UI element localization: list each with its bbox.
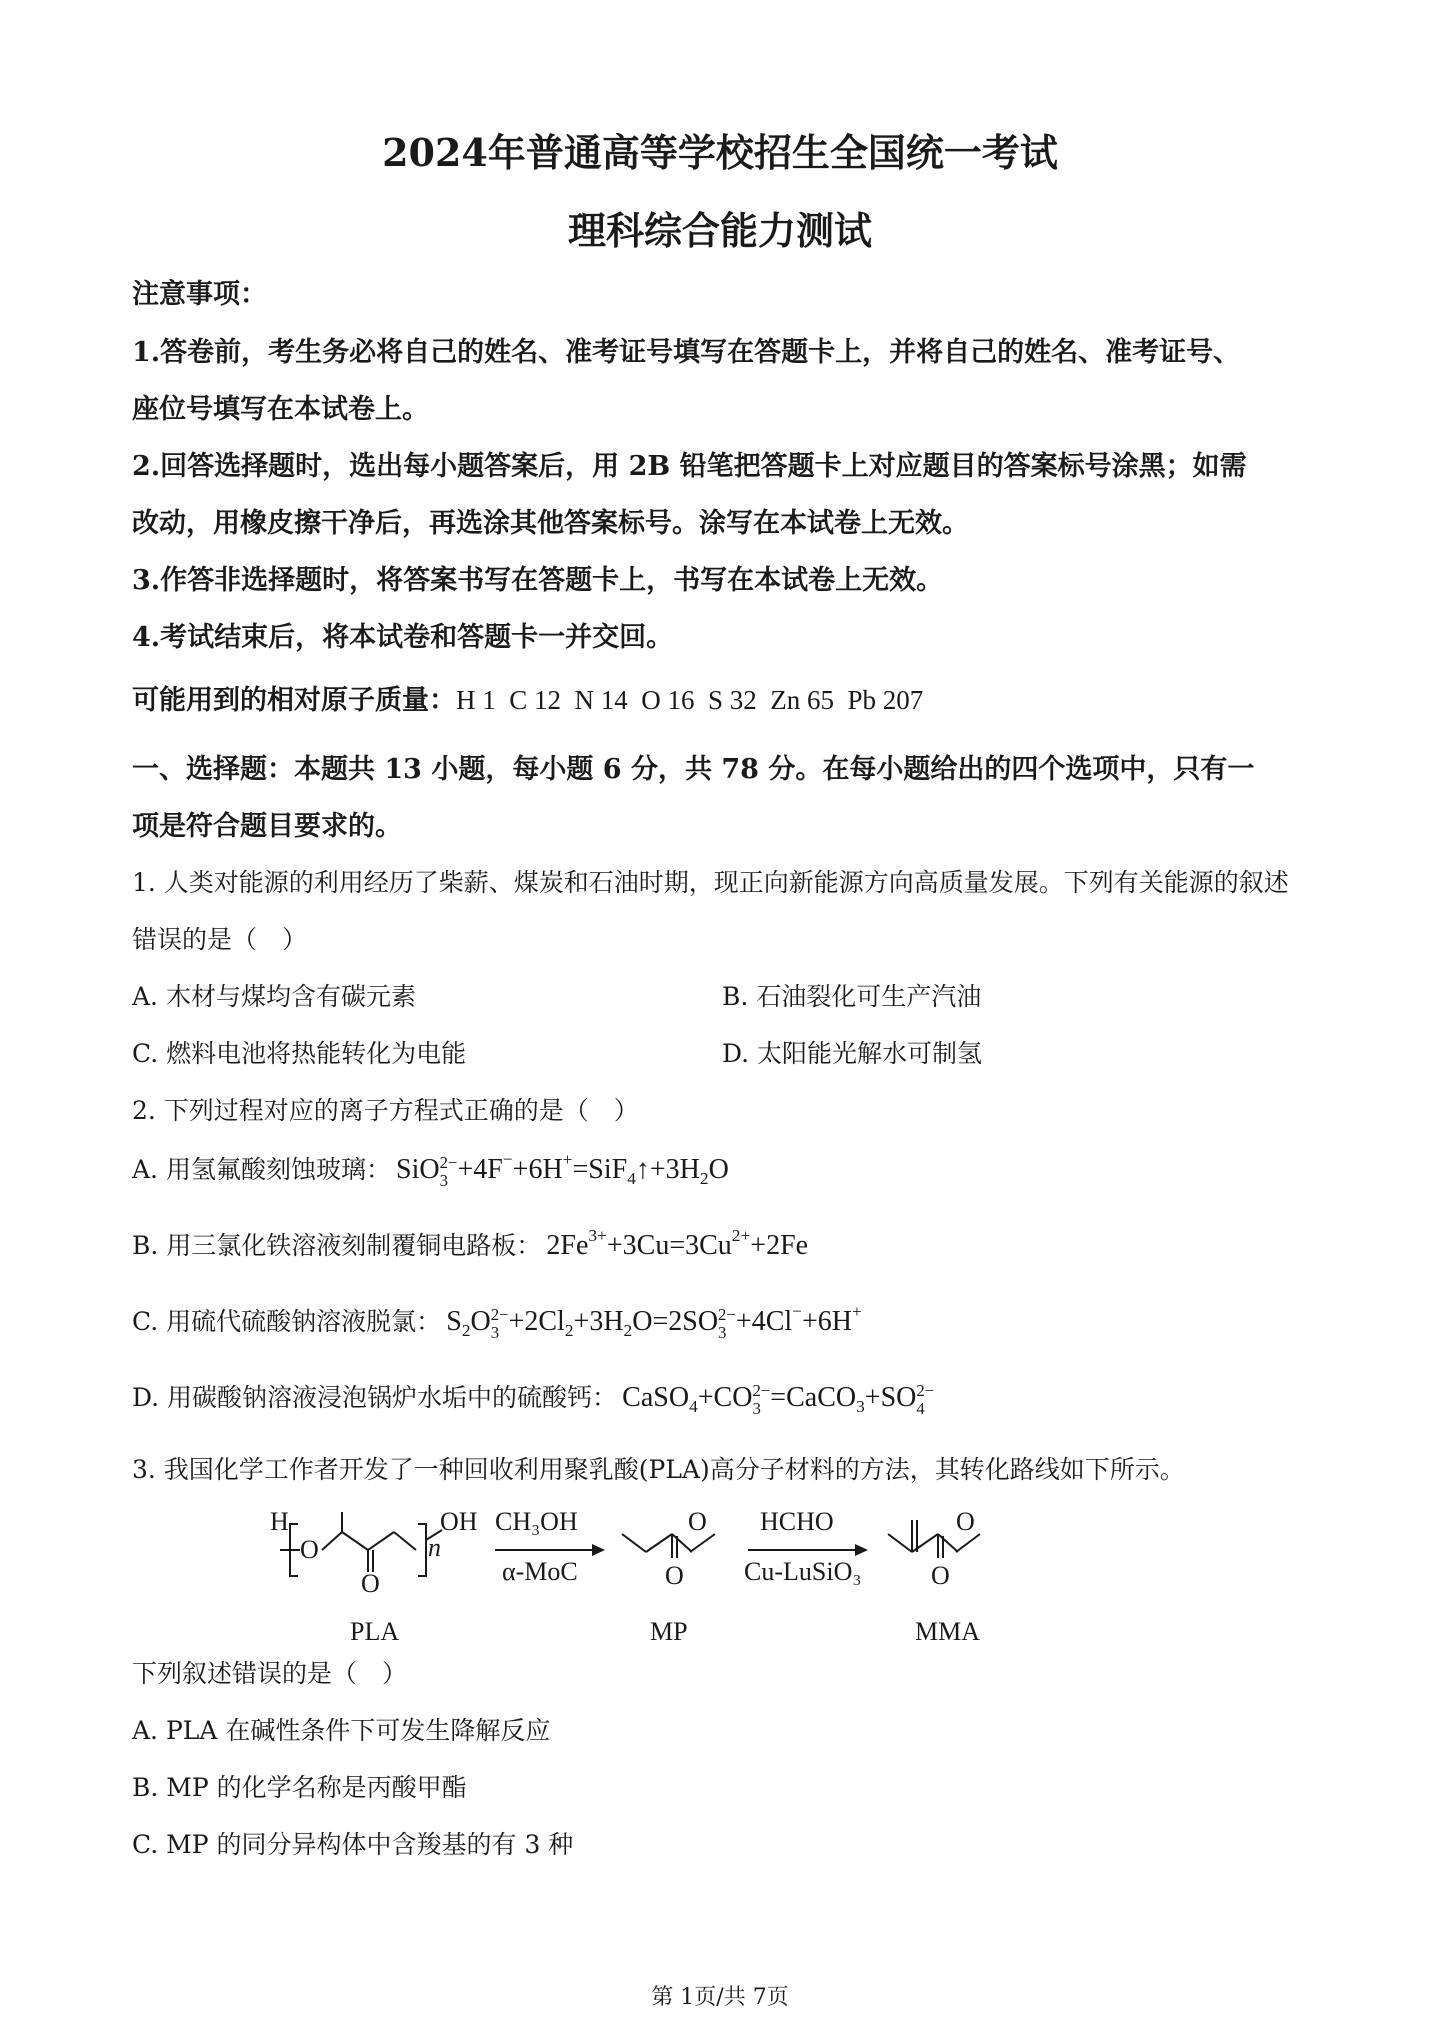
q2-option-b-text: B. 用三氯化铁溶液刻制覆铜电路板： — [132, 1231, 542, 1261]
catalyst-2: Cu-LuSiO₃ — [744, 1557, 862, 1586]
q1-option-a: A. 木材与煤均含有碳元素 — [132, 982, 416, 1011]
atomic-mass-label: 可能用到的相对原子质量： — [132, 685, 456, 716]
svg-text:O: O — [300, 1535, 319, 1564]
q2-option-b-equation: $2Fe^{3+}+3Cu=3Cu^{2+}+2Fe$ — [546, 1226, 809, 1262]
q2-option-d-equation: CaSO$_4$+CO 2− 3 =CaCO$_3$+SO 2− 4 — [622, 1380, 935, 1418]
notice-item-2-line-1: 2.回答选择题时，选出每小题答案后，用 2B 铅笔把答题卡上对应题目的答案标号涂黑；如需 — [132, 451, 1247, 482]
q1-option-d: D. 太阳能光解水可制氢 — [722, 1039, 983, 1068]
label-pla: PLA — [350, 1617, 400, 1646]
page-footer: 第 1页/共 7页 — [651, 1985, 789, 2010]
q1-option-b: B. 石油裂化可生产汽油 — [722, 982, 982, 1011]
q3-option-a: A. PLA 在碱性条件下可发生降解反应 — [132, 1716, 551, 1745]
svg-text:O: O — [688, 1507, 707, 1536]
q1-option-c: C. 燃料电池将热能转化为电能 — [132, 1039, 467, 1068]
q2-option-b — [132, 1226, 808, 1262]
atomic-mass-values: H 1 C 12 N 14 O 16 S 32 Zn 65 Pb 207 — [456, 685, 924, 715]
notice-item-3: 3.作答非选择题时，将答案书写在答题卡上，书写在本试卷上无效。 — [132, 565, 944, 596]
exam-title: 2024年普通高等学校招生全国统一考试 — [382, 130, 1058, 175]
exam-subtitle: 理科综合能力测试 — [567, 208, 872, 253]
q2-stem: 2. 下列过程对应的离子方程式正确的是（ ） — [132, 1096, 639, 1125]
reagent-2: HCHO — [760, 1507, 834, 1536]
q1-stem-line-1: 1. 人类对能源的利用经历了柴薪、煤炭和石油时期，现正向新能源方向高质量发展。下列有关能源的叙述 — [132, 868, 1289, 897]
q3-option-c: C. MP 的同分异构体中含羧基的有 3 种 — [132, 1830, 574, 1859]
q2-option-d — [132, 1378, 934, 1417]
catalyst-1: α-MoC — [502, 1557, 578, 1586]
q3-question: 下列叙述错误的是（ ） — [132, 1659, 408, 1688]
pla-conversion-scheme — [270, 1500, 1070, 1660]
notice-heading: 注意事项： — [132, 279, 267, 310]
atomic-mass-line — [132, 678, 923, 717]
notice-item-2-line-2: 改动，用橡皮擦干净后，再选涂其他答案标号。涂写在本试卷上无效。 — [132, 508, 969, 539]
q2-option-a-text: A. 用氢氟酸刻蚀玻璃： — [132, 1155, 391, 1185]
svg-text:O: O — [956, 1507, 975, 1536]
svg-text:O: O — [361, 1569, 380, 1598]
label-mp: MP — [650, 1617, 688, 1646]
reagent-1: CH₃OH — [495, 1507, 578, 1536]
q3-stem: 3. 我国化学工作者开发了一种回收利用聚乳酸(PLA)高分子材料的方法，其转化路线如下所示。 — [132, 1455, 1185, 1484]
section-1-line-2: 项是符合题目要求的。 — [132, 811, 402, 842]
section-1-line-1: 一、选择题：本题共 13 小题，每小题 6 分，共 78 分。在每小题给出的四个选项中，只有一 — [132, 754, 1255, 785]
label-mma: MMA — [915, 1617, 981, 1646]
q3-option-b: B. MP 的化学名称是丙酸甲酯 — [132, 1773, 467, 1802]
svg-text:O: O — [665, 1561, 684, 1590]
notice-item-1-line-2: 座位号填写在本试卷上。 — [132, 394, 429, 425]
q2-option-a — [132, 1150, 729, 1189]
q2-option-d-text: D. 用碳酸钠溶液浸泡锅炉水垢中的硫酸钙： — [132, 1383, 618, 1412]
q2-option-c — [132, 1302, 862, 1341]
q2-option-c-equation: $S_2O$ 2− 3 $+2Cl_2+3H_2O=2SO$ 2− 3 +4Cl−+6H+ — [446, 1302, 862, 1342]
svg-text:H: H — [270, 1507, 289, 1536]
notice-item-4: 4.考试结束后，将本试卷和答题卡一并交回。 — [132, 622, 674, 653]
svg-text:OH: OH — [440, 1507, 478, 1536]
svg-text:O: O — [931, 1561, 950, 1590]
svg-text:n: n — [428, 1533, 441, 1562]
q2-option-a-equation: SiO 2− 3 $+4F^-+6H^+=SiF_4↑+3H_2O$ — [396, 1150, 729, 1190]
q2-option-c-text: C. 用硫代硫酸钠溶液脱氯： — [132, 1307, 442, 1337]
notice-item-1-line-1: 1.答卷前，考生务必将自己的姓名、准考证号填写在答题卡上，并将自己的姓名、准考证号、 — [132, 337, 1241, 368]
q1-stem-line-2: 错误的是（ ） — [132, 925, 308, 954]
